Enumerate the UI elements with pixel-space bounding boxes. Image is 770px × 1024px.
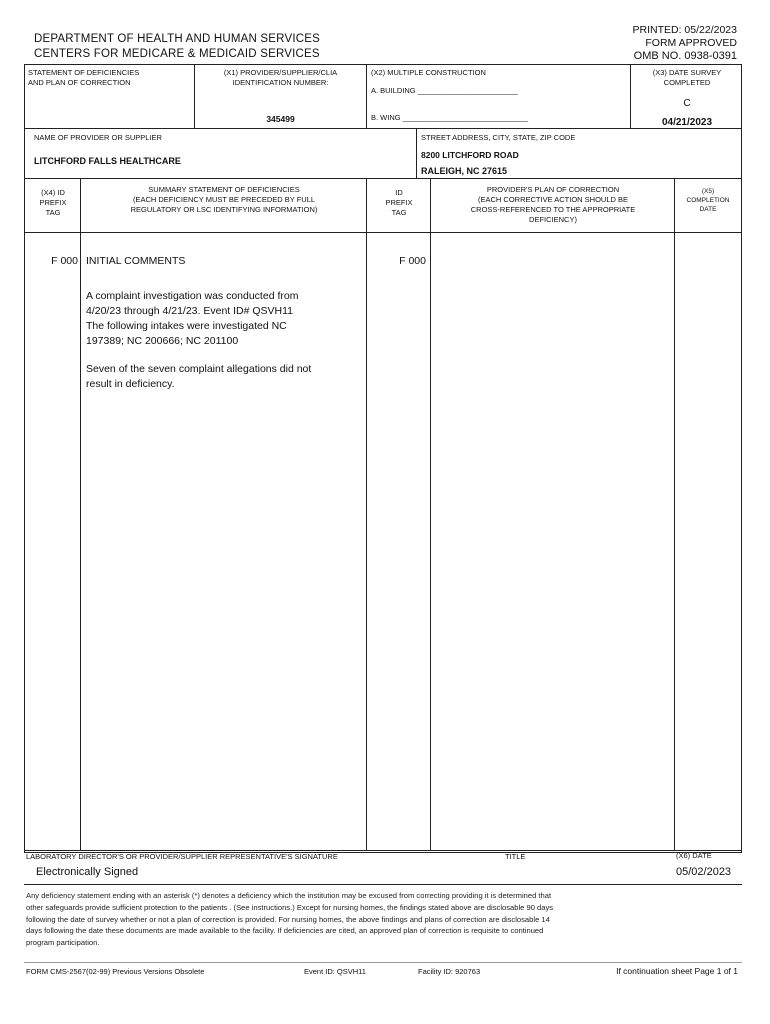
disclosure-notice: Any deficiency statement ending with an asterisk (*) denotes a deficiency which the institution may be excused from correcting providing it is determined that other safeguards provide sufficient protection to the patients . (See instructions.) Except for nursing homes, the findings stated above are disclosable 90 days following the date of survey whether or not a plan of correction is provided. For nursing homes, the above findings and plans of correction are disclosable 14 days following the date these documents are made available to the facility. If deficiencies are cited, an approved plan of correction is requisite to continued program participation. [26, 891, 554, 948]
signature-date: 05/02/2023 [676, 866, 732, 878]
wing-label: B. WING ______________________________ [371, 113, 528, 122]
form-frame [24, 64, 742, 853]
survey-date: 04/21/2023 [661, 117, 713, 128]
id-prefix-header: ID PREFIX TAG [385, 188, 413, 217]
address-line-2: RALEIGH, NC 27615 [421, 166, 508, 176]
title-label: TITLE [505, 852, 526, 861]
x3-label: (X3) DATE SURVEY COMPLETED [652, 68, 722, 87]
agency-header [34, 32, 320, 62]
tag-right: F 000 [399, 255, 426, 267]
department-name: DEPARTMENT OF HEALTH AND HUMAN SERVICES [34, 33, 320, 45]
signature-label: LABORATORY DIRECTOR'S OR PROVIDER/SUPPLIER REPRESENTATIVE'S SIGNATURE [26, 852, 338, 861]
event-id: Event ID: QSVH11 [304, 967, 366, 976]
omb-number: OMB NO. 0938-0391 [633, 50, 737, 62]
address-label: STREET ADDRESS, CITY, STATE, ZIP CODE [421, 133, 576, 142]
provider-id: 345499 [266, 114, 295, 124]
provider-name: LITCHFORD FALLS HEALTHCARE [34, 156, 181, 166]
entry-heading: INITIAL COMMENTS [86, 255, 186, 267]
provider-name-label: NAME OF PROVIDER OR SUPPLIER [34, 133, 162, 142]
x4-header: (X4) ID PREFIX TAG [39, 188, 67, 217]
statement-label: STATEMENT OF DEFICIENCIES AND PLAN OF CORRECTION [28, 68, 140, 87]
signature-value: Electronically Signed [36, 866, 139, 878]
survey-letter: C [683, 98, 691, 109]
facility-id: Facility ID: 920763 [418, 967, 481, 976]
summary-header: SUMMARY STATEMENT OF DEFICIENCIES (EACH DEFICIENCY MUST BE PRECEDED BY FULL REGULATORY OR LSC IDENTIFYING INFORMATION) [130, 185, 318, 214]
tag-left: F 000 [51, 255, 78, 267]
centers-name: CENTERS FOR MEDICARE & MEDICAID SERVICES [34, 48, 320, 60]
plan-header: PROVIDER'S PLAN OF CORRECTION (EACH CORRECTIVE ACTION SHOULD BE CROSS-REFERENCED TO THE APPROPRIATE DEFICIENCY) [470, 185, 636, 224]
entry-paragraph-1: A complaint investigation was conducted from 4/20/23 through 4/21/23. Event ID# QSVH11 The following intakes were investigated NC 197389; NC 200666; NC 201100 [86, 290, 299, 347]
continuation-sheet: If continuation sheet Page 1 of 1 [616, 966, 738, 976]
x2-label: (X2) MULTIPLE CONSTRUCTION [371, 68, 486, 77]
x1-label: (X1) PROVIDER/SUPPLIER/CLIA IDENTIFICATION NUMBER: [223, 68, 338, 87]
address-line-1: 8200 LITCHFORD ROAD [421, 150, 519, 160]
date-label: (X6) DATE [676, 851, 712, 860]
x5-header: (X5) COMPLETION DATE [686, 188, 730, 213]
form-approved: FORM APPROVED [645, 37, 737, 49]
printed-date: PRINTED: 05/22/2023 [632, 24, 737, 36]
form-id: FORM CMS-2567(02-99) Previous Versions Obsolete [26, 967, 205, 976]
entry-paragraph-2: Seven of the seven complaint allegations did not result in deficiency. [86, 363, 312, 390]
building-label: A. BUILDING ________________________ [371, 86, 518, 95]
form-info [633, 24, 737, 63]
